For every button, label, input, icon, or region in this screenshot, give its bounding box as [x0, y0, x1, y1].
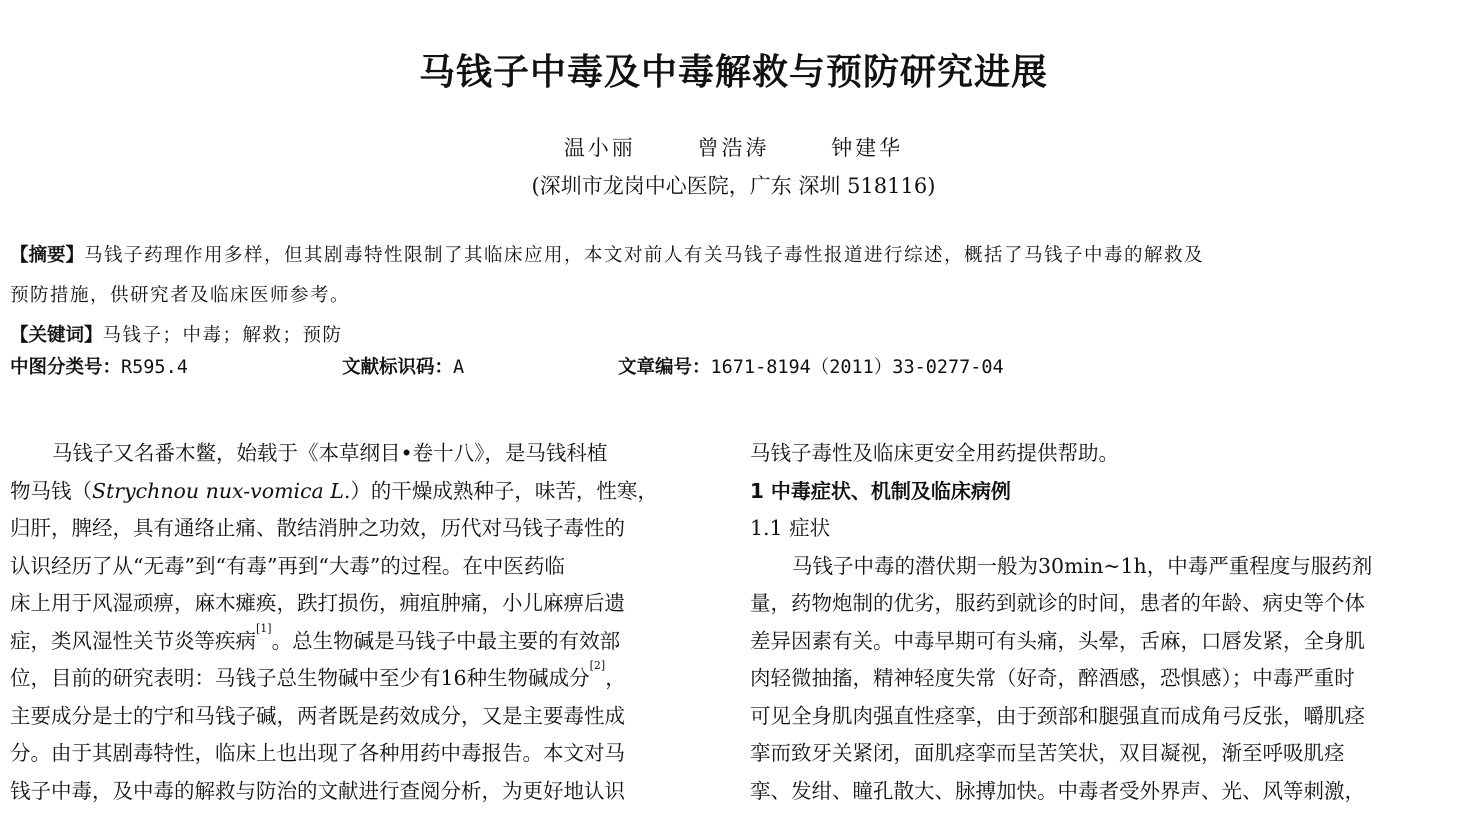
text-line: 主要成分是士的宁和马钱子碱，两者既是药效成分，又是主要毒性成: [10, 703, 625, 728]
citation-ref[interactable]: [2]: [589, 659, 606, 672]
text-span: 症，类风湿性关节炎等疾病: [10, 628, 256, 653]
author-list: [0, 132, 1467, 162]
abstract-line: [10, 236, 1440, 276]
abstract: [10, 236, 1440, 356]
text-line: 认识经历了从“无毒”到“有毒”再到“大毒”的过程。在中医药临: [10, 553, 565, 578]
text-line: 挛而致牙关紧闭，面肌痉挛而呈苦笑状，双目凝视，渐至呼吸肌痉: [750, 741, 1345, 765]
article-number-value: 1671-8194（2011）33-0277-04: [710, 357, 1004, 378]
text-line: 可见全身肌肉强直性痉挛，由于颈部和腿强直而成角弓反张，嚼肌痉: [750, 703, 1365, 728]
text-line: [10, 473, 700, 511]
affiliation: (深圳市龙岗中心医院，广东 深圳 518116): [531, 174, 936, 198]
abstract-text-continued: 预防措施，供研究者及临床医师参考。: [10, 285, 351, 306]
text-line: 马钱子毒性及临床更安全用药提供帮助。: [750, 441, 1119, 465]
text-span: 位，目前的研究表明：马钱子总生物碱中至少有16种生物碱成分: [10, 666, 590, 690]
article-number-label: 文章编号：: [618, 357, 711, 378]
text-line: 差异因素有关。中毒早期可有头痛，头晕，舌麻，口唇发紧，全身肌: [750, 628, 1365, 653]
classification-value: R595.4: [121, 357, 188, 378]
document-code-label: 文献标识码：: [342, 357, 454, 378]
text-line: 马钱子又名番木鳖，始载于《本草纲目•卷十八》，是马钱科植: [52, 441, 608, 465]
keywords-line: [10, 316, 1440, 356]
text-line: 挛、发绀、瞳孔散大、脉搏加快。中毒者受外界声、光、风等刺激，: [750, 778, 1365, 803]
paper-title: 马钱子中毒及中毒解救与预防研究进展: [418, 52, 1048, 93]
body-right-column: [750, 435, 1440, 810]
abstract-text: 马钱子药理作用多样，但其剧毒特性限制了其临床应用，本文对前人有关马钱子毒性报道进行综述，概括了马钱子中毒的解救及: [84, 245, 1205, 266]
text-span: ）的干燥成熟种子，味苦，性寒，: [350, 478, 658, 503]
abstract-label: 【摘要】: [10, 245, 85, 266]
text-line: 钱子中毒，及中毒的解救与防治的文献进行查阅分析，为更好地认识: [10, 778, 625, 803]
keywords-text: 马钱子；中毒；解救；预防: [102, 325, 343, 346]
article-number: [618, 353, 1004, 379]
text-line: 床上用于风湿顽痹，麻木瘫痪，跌打损伤，痈疽肿痛，小儿麻痹后遗: [10, 591, 625, 615]
section-heading: 1 中毒症状、机制及临床病例: [750, 478, 1011, 503]
latin-name: Strychnou nux-vomica L.: [92, 478, 351, 503]
text-line: 归肝，脾经，具有通络止痛、散结消肿之功效，历代对马钱子毒性的: [10, 516, 625, 540]
text-line: [10, 660, 700, 698]
text-line: 分。由于其剧毒特性，临床上也出现了各种用药中毒报告。本文对马: [10, 741, 625, 765]
body-left-column: [10, 435, 700, 810]
subsection-heading: 1.1 症状: [750, 516, 831, 540]
text-span: 物马钱（: [10, 478, 92, 503]
text-span: ，: [605, 666, 626, 690]
text-line: 马钱子中毒的潜伏期一般为30min~1h，中毒严重程度与服药剂: [792, 553, 1373, 578]
classification-label: 中图分类号：: [10, 357, 122, 378]
document-code-value: A: [453, 357, 465, 378]
citation-ref[interactable]: [1]: [256, 621, 272, 635]
author-name: 温小丽: [563, 136, 636, 160]
text-span: 。总生物碱是马钱子中最主要的有效部: [271, 628, 621, 653]
classification-number: [10, 353, 188, 379]
text-line: [10, 623, 700, 661]
keywords-label: 【关键词】: [10, 325, 103, 346]
text-line: 肉轻微抽搐，精神轻度失常（好奇，醉酒感，恐惧感）；中毒严重时: [750, 666, 1355, 690]
document-code: [342, 353, 464, 379]
text-line: 量，药物炮制的优劣，服药到就诊的时间，患者的年龄、病史等个体: [750, 591, 1365, 615]
author-name: 钟建华: [831, 136, 904, 160]
author-name: 曾浩涛: [697, 136, 770, 160]
